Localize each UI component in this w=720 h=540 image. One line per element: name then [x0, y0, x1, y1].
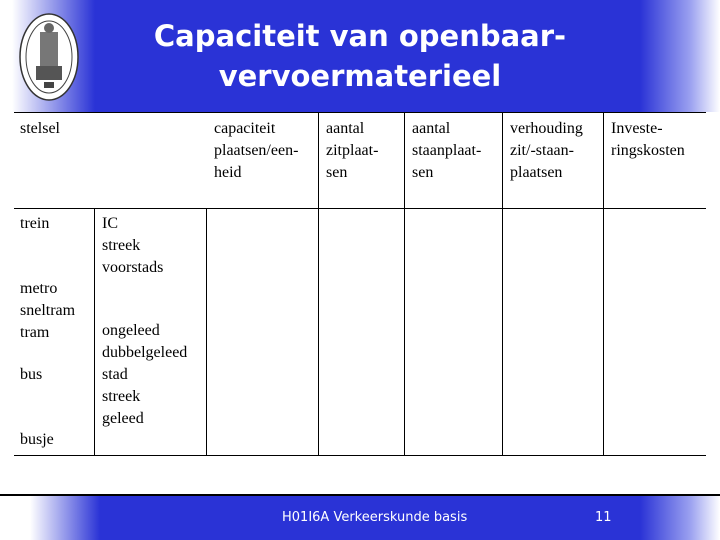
types-trein: [102, 213, 163, 279]
university-seal-logo: [18, 12, 80, 102]
header-capaciteit-line: capaciteit: [214, 120, 276, 137]
col-divider-staanplaatsen: [404, 112, 405, 456]
col-divider-capaciteit: [206, 208, 207, 456]
header-stelsel: stelsel: [20, 120, 60, 137]
header-staanplaatsen-line: aantal: [412, 120, 451, 137]
header-investeringskosten: [611, 118, 685, 162]
header-staanplaatsen: [412, 118, 481, 184]
title-line-1: Capaciteit van openbaar-: [153, 19, 567, 53]
header-capaciteit-line: plaatsen/een-: [214, 142, 299, 159]
stelsel-bus: bus: [20, 366, 43, 383]
type-label: voorstads: [102, 259, 164, 276]
header-verhouding-line: verhouding: [510, 120, 583, 137]
col-divider-investeringen: [603, 112, 604, 456]
header-zitplaatsen: [326, 118, 378, 184]
footer-course-text: H01I6A Verkeerskunde basis: [282, 510, 468, 525]
stelsel-metro-tram: [20, 278, 75, 344]
stelsel-metro-line: metro: [20, 280, 58, 297]
stelsel-busje: busje: [20, 431, 54, 448]
type-label: dubbelgeleed: [102, 344, 188, 361]
header-zitplaatsen-line: zitplaat-: [326, 142, 379, 159]
stelsel-metro-line: tram: [20, 324, 50, 341]
type-label: geleed: [102, 410, 144, 427]
header-investeringskosten-line: ringskosten: [611, 142, 685, 159]
stelsel-metro-line: sneltram: [20, 302, 76, 319]
header-investeringskosten-line: Investe-: [611, 120, 663, 137]
header-capaciteit-line: heid: [214, 164, 242, 181]
stelsel-trein: trein: [20, 215, 50, 232]
col-divider-zitplaatsen: [318, 112, 319, 456]
header-zitplaatsen-line: sen: [326, 164, 348, 181]
header-verhouding-line: zit/-staan-: [510, 142, 574, 159]
header-capaciteit: [214, 118, 298, 184]
header-verhouding-line: plaatsen: [510, 164, 563, 181]
header-verhouding: [510, 118, 583, 184]
slide-title: [100, 16, 620, 96]
type-label: ongeleed: [102, 322, 160, 339]
page-number: 11: [595, 510, 612, 525]
col-divider-verhouding: [502, 112, 503, 456]
col-divider-type: [94, 208, 95, 456]
type-label: stad: [102, 366, 128, 383]
type-label: streek: [102, 388, 141, 405]
type-label: streek: [102, 237, 141, 254]
header-staanplaatsen-line: sen: [412, 164, 434, 181]
type-label: IC: [102, 215, 118, 232]
header-staanplaatsen-line: staanplaat-: [412, 142, 482, 159]
header-zitplaatsen-line: aantal: [326, 120, 365, 137]
types-tram-bus: [102, 320, 187, 430]
title-line-2: vervoermaterieel: [218, 59, 502, 93]
